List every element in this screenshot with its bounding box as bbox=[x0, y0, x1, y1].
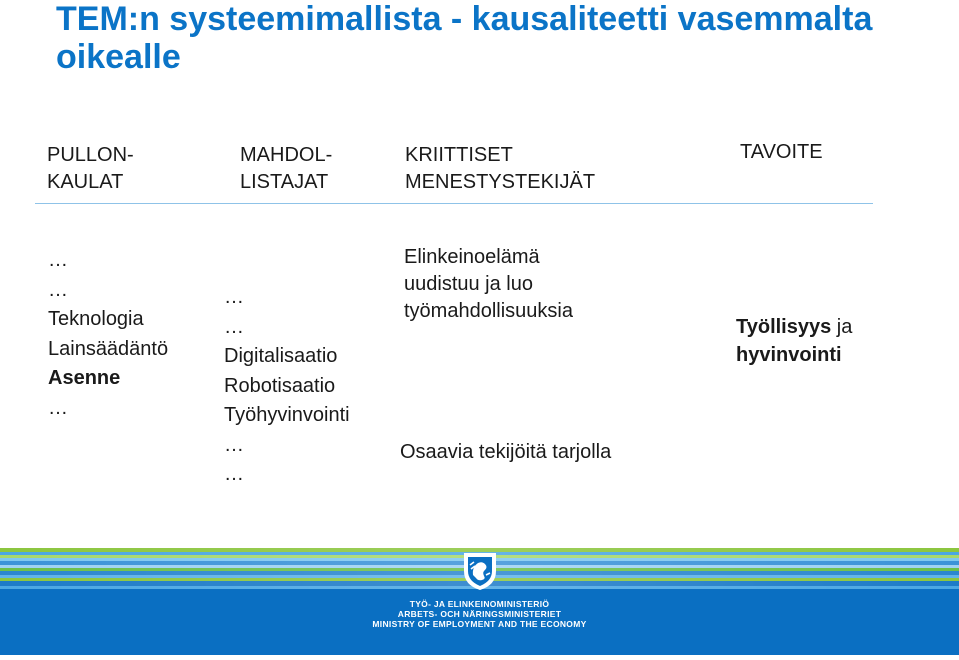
ministry-name-sv: ARBETS- OCH NÄRINGSMINISTERIET bbox=[397, 609, 562, 619]
column-heading-enablers: MAHDOL- LISTAJAT bbox=[240, 144, 333, 193]
enabler-item: … bbox=[224, 315, 244, 338]
bottleneck-item: Lainsäädäntö bbox=[48, 337, 169, 360]
ministry-footer bbox=[0, 548, 959, 655]
enabler-item: … bbox=[224, 463, 244, 485]
goal-bold-text: Työllisyys bbox=[736, 316, 832, 338]
ministry-name-fi: TYÖ- JA ELINKEINOMINISTERIÖ bbox=[409, 599, 550, 609]
critical-factor-skilled-workers: Osaavia tekijöitä tarjolla bbox=[400, 441, 612, 463]
bottleneck-item: Teknologia bbox=[48, 308, 144, 330]
enabler-list bbox=[224, 283, 350, 490]
column-heading-bottlenecks: PULLON- KAULAT bbox=[47, 144, 134, 193]
enabler-item: Robotisaatio bbox=[224, 374, 336, 397]
bottleneck-list bbox=[48, 246, 168, 423]
goal-text-rest: ja bbox=[831, 316, 853, 338]
bottleneck-item: … bbox=[48, 396, 68, 419]
finnish-lion-icon bbox=[460, 551, 500, 591]
critical-factor-business-renewal: Elinkeinoelämä uudistuu ja luo työmahdollisuuksia bbox=[404, 246, 573, 322]
column-heading-goal: TAVOITE bbox=[740, 141, 823, 163]
goal-text bbox=[736, 313, 852, 369]
ministry-name-en: MINISTRY OF EMPLOYMENT AND THE ECONOMY bbox=[372, 619, 587, 629]
enabler-item: … bbox=[224, 286, 244, 308]
page-title: TEM:n systeemimallista - kausaliteetti vasemmalta oikealle bbox=[56, 0, 873, 76]
bottleneck-item: … bbox=[48, 278, 68, 301]
goal-text-line2: hyvinvointi bbox=[736, 344, 842, 366]
enabler-item: Digitalisaatio bbox=[224, 345, 338, 367]
column-heading-critical-factors: KRIITTISET MENESTYSTEKIJÄT bbox=[405, 144, 596, 193]
enabler-item: Työhyvinvointi bbox=[224, 404, 350, 426]
enabler-item: … bbox=[224, 433, 244, 456]
heading-divider bbox=[35, 203, 873, 204]
bottleneck-item: … bbox=[48, 249, 68, 271]
bottleneck-item: Asenne bbox=[48, 367, 121, 389]
